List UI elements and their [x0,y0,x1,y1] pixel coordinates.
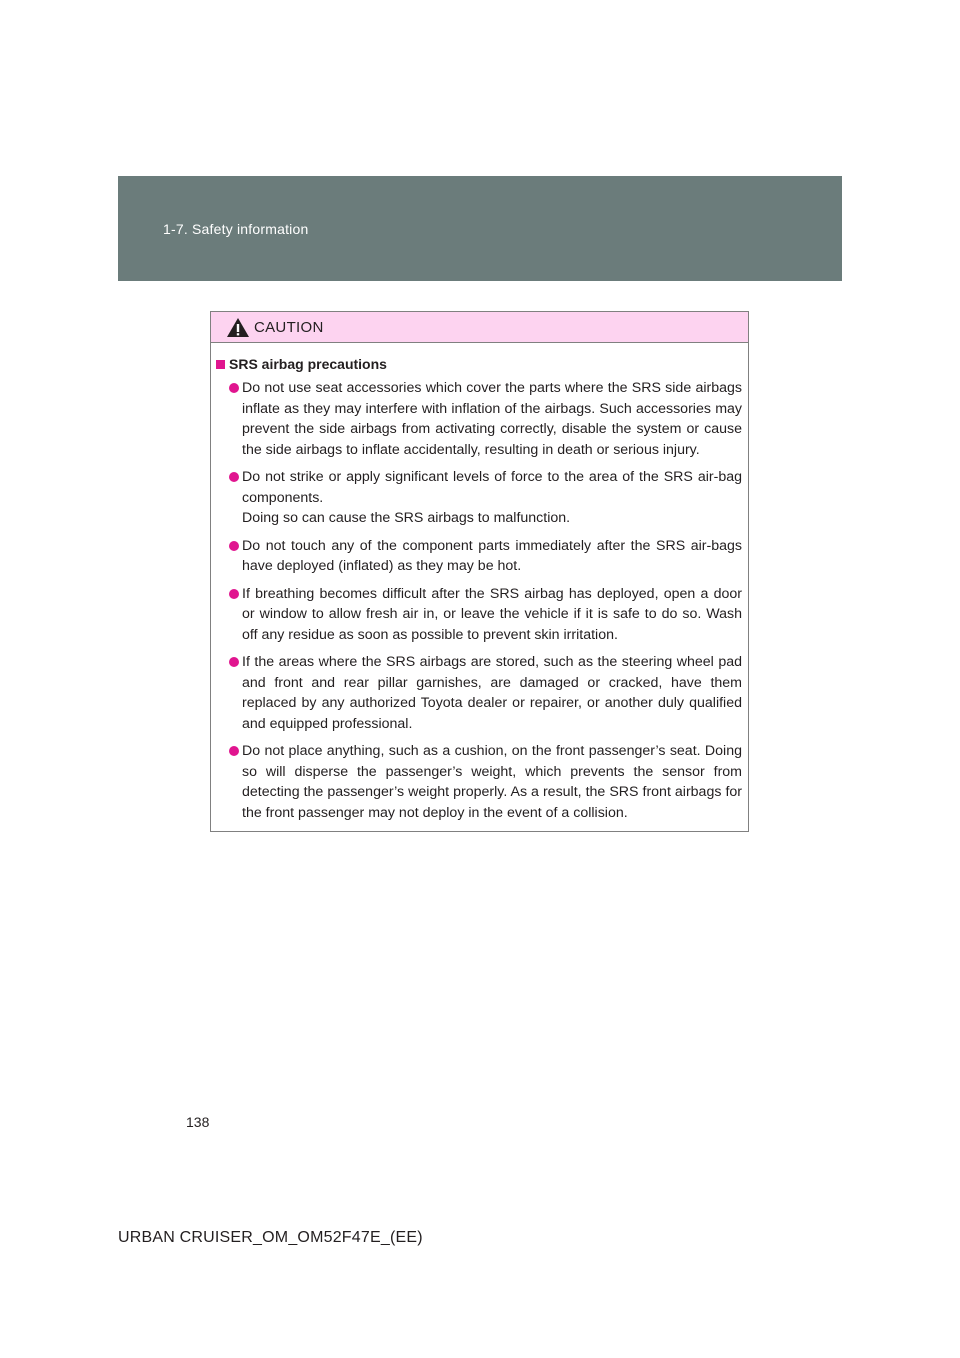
section-title: 1-7. Safety information [163,221,309,237]
circle-bullet-icon [229,472,239,482]
list-item-text: Do not touch any of the component parts immediately after the SRS air-bags have deployed (inflated) as they may be hot. [242,537,742,574]
list-item [216,467,742,529]
circle-bullet-icon [229,746,239,756]
circle-bullet-icon [229,657,239,667]
list-item [216,378,742,460]
warning-triangle-icon [226,317,250,338]
list-item [216,741,742,823]
page-number: 138 [186,1114,210,1130]
list-item-text: Do not place anything, such as a cushion, on the front passenger’s seat. Doing so will disperse the passenger’s weight, which prevents the sensor from detecting the passenger’s weight properly. As a result, the SRS front airbags for the front passenger may not deploy in the event of a collision. [242,743,742,821]
list-item-text: If the areas where the SRS airbags are stored, such as the steering wheel pad and front and rear pillar garnishes, are damaged or cracked, have them replaced by any authorized Toyota dealer or repairer, or another duly qualified and equipped professional. [242,654,742,732]
list-item [216,584,742,646]
circle-bullet-icon [229,383,239,393]
caution-box [210,311,749,832]
footer-doc-code: URBAN CRUISER_OM_OM52F47E_(EE) [118,1229,423,1246]
list-item [216,652,742,734]
caution-header [211,312,748,343]
precautions-list [216,378,742,823]
section-heading [216,354,742,375]
list-item-text: Do not use seat accessories which cover the parts where the SRS side airbags inflate as they may interfere with inflation of the airbags. Such accessories may prevent the side airbags from activating correctly, disable the system or cause the side airbags to inflate accidentally, resulting in death or serious injury. [242,380,742,458]
section-heading-text: SRS airbag precautions [229,356,387,372]
section-header-bar [118,176,842,281]
list-item [216,536,742,577]
circle-bullet-icon [229,541,239,551]
circle-bullet-icon [229,589,239,599]
list-item-text: Do not strike or apply significant levels of force to the area of the SRS air-bag components. Doing so can cause the SRS airbags to malfunction. [242,469,742,526]
square-bullet-icon [216,360,225,369]
list-item-text: If breathing becomes difficult after the SRS airbag has deployed, open a door or window to allow fresh air in, or leave the vehicle if it is safe to do so. Wash off any residue as soon as possible to prevent skin irritation. [242,585,742,643]
caution-body [211,343,748,823]
caution-label: CAUTION [254,319,324,336]
